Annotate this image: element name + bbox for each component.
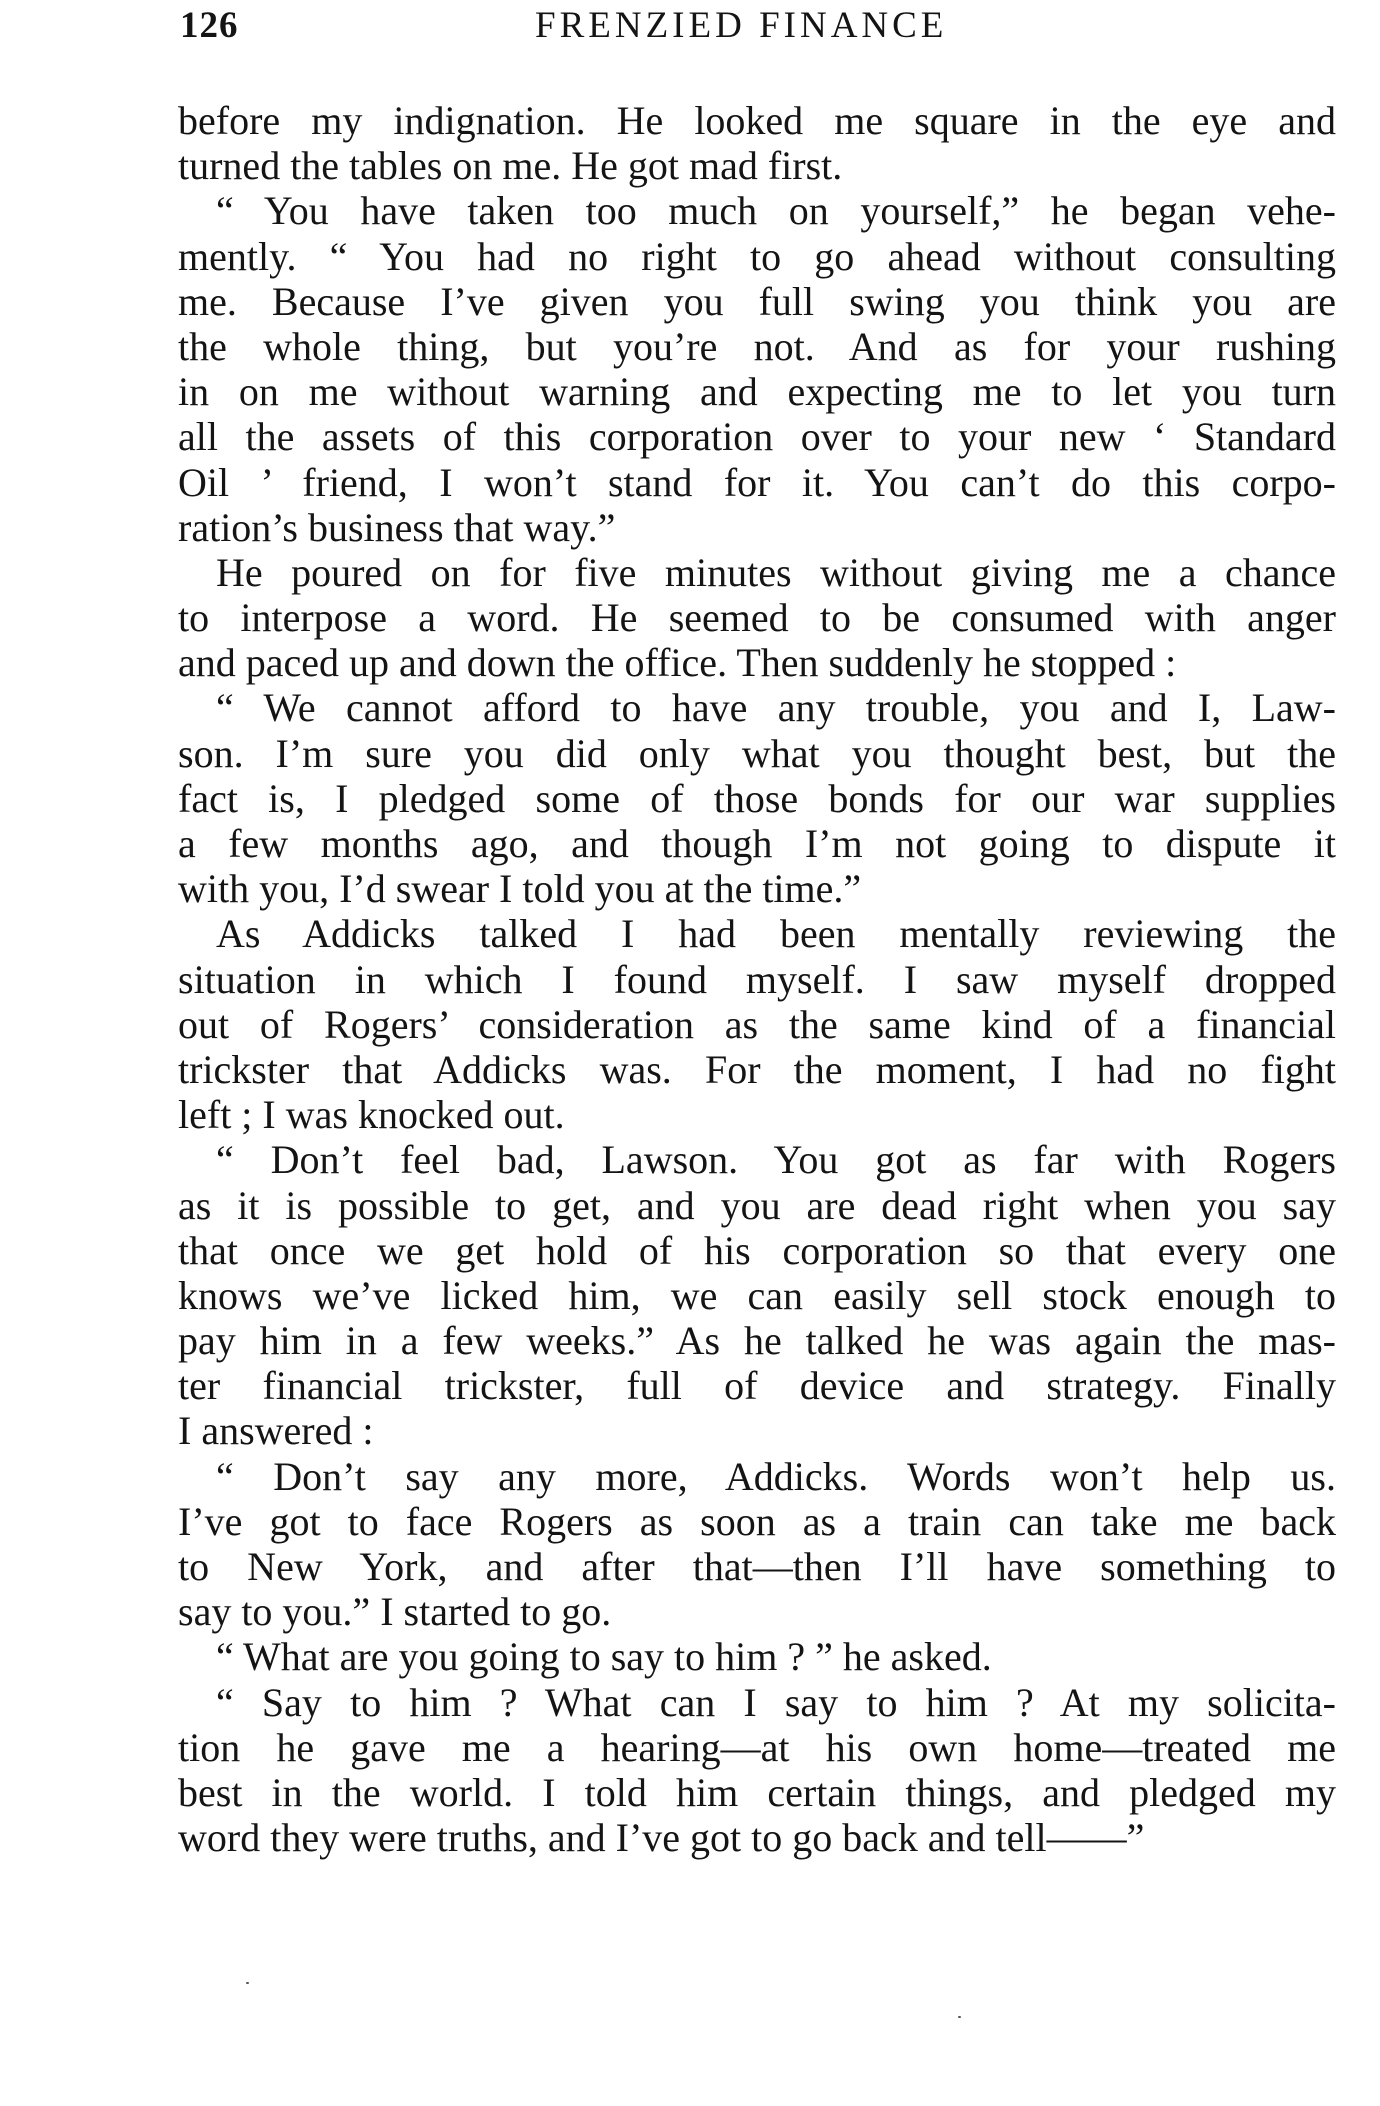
text-line: say to you.” I started to go.	[178, 1589, 612, 1635]
text-line: the whole thing, but you’re not. And as for your rushing	[178, 323, 1336, 369]
paper-speck	[246, 1982, 249, 1984]
text-line: “ Don’t say any more, Addicks. Words won’t help us.	[216, 1453, 1336, 1499]
text-line: ter financial trickster, full of device and strategy. Finally	[178, 1363, 1336, 1409]
text-line: son. I’m sure you did only what you thought best, but the	[178, 730, 1336, 776]
body-text	[178, 98, 1336, 1860]
text-line: ration’s business that way.”	[178, 504, 616, 550]
text-line: best in the world. I told him certain things, and pledged my	[178, 1769, 1336, 1815]
text-line: “ Don’t feel bad, Lawson. You got as far with Rogers	[216, 1137, 1336, 1183]
text-line: I’ve got to face Rogers as soon as a train can take me back	[178, 1498, 1336, 1544]
text-line: “ You have taken too much on yourself,” he began vehe-	[216, 188, 1336, 234]
text-line: “ We cannot afford to have any trouble, you and I, Law-	[216, 685, 1336, 731]
text-line: Oil ’ friend, I won’t stand for it. You can’t do this corpo-	[178, 459, 1336, 505]
text-line: that once we get hold of his corporation so that every one	[178, 1227, 1336, 1273]
text-line: to interpose a word. He seemed to be consumed with anger	[178, 595, 1336, 641]
text-line: knows we’ve licked him, we can easily sell stock enough to	[178, 1272, 1336, 1318]
text-line: with you, I’d swear I told you at the time.”	[178, 866, 862, 912]
text-line: out of Rogers’ consideration as the same kind of a financial	[178, 1001, 1336, 1047]
text-line: fact is, I pledged some of those bonds for our war supplies	[178, 775, 1336, 821]
text-line: to New York, and after that—then I’ll have something to	[178, 1544, 1336, 1589]
text-line: left ; I was knocked out.	[178, 1092, 565, 1138]
text-line: situation in which I found myself. I saw myself dropped	[178, 956, 1336, 1002]
text-line: in on me without warning and expecting me to let you turn	[178, 369, 1336, 415]
text-line: “ Say to him ? What can I say to him ? At my solicita-	[216, 1679, 1336, 1725]
text-line: and paced up and down the office. Then suddenly he stopped :	[178, 640, 1177, 686]
text-line: me. Because I’ve given you full swing you think you are	[178, 278, 1336, 324]
text-line: I answered :	[178, 1408, 374, 1454]
page-number: 126	[180, 5, 239, 46]
text-line: He poured on for five minutes without giving me a chance	[216, 549, 1336, 595]
running-head	[180, 4, 1340, 54]
text-line: tion he gave me a hearing—at his own home—treated me	[178, 1724, 1336, 1770]
text-line: mently. “ You had no right to go ahead without consulting	[178, 233, 1336, 279]
text-line: as it is possible to get, and you are dead right when you say	[178, 1182, 1336, 1228]
paper-speck	[958, 2016, 961, 2018]
text-line: pay him in a few weeks.” As he talked he was again the mas-	[178, 1318, 1336, 1364]
text-line: a few months ago, and though I’m not going to dispute it	[178, 821, 1336, 866]
text-line: turned the tables on me. He got mad first.	[178, 143, 843, 189]
running-title: FRENZIED FINANCE	[535, 5, 948, 46]
text-line: word they were truths, and I’ve got to go back and tell——”	[178, 1815, 1145, 1861]
text-line: As Addicks talked I had been mentally reviewing the	[216, 911, 1336, 957]
text-line: all the assets of this corporation over to your new ‘ Standard	[178, 414, 1336, 460]
text-line: “ What are you going to say to him ? ” he asked.	[216, 1634, 992, 1680]
text-line: before my indignation. He looked me square in the eye and	[178, 98, 1336, 143]
text-line: trickster that Addicks was. For the moment, I had no fight	[178, 1046, 1336, 1092]
